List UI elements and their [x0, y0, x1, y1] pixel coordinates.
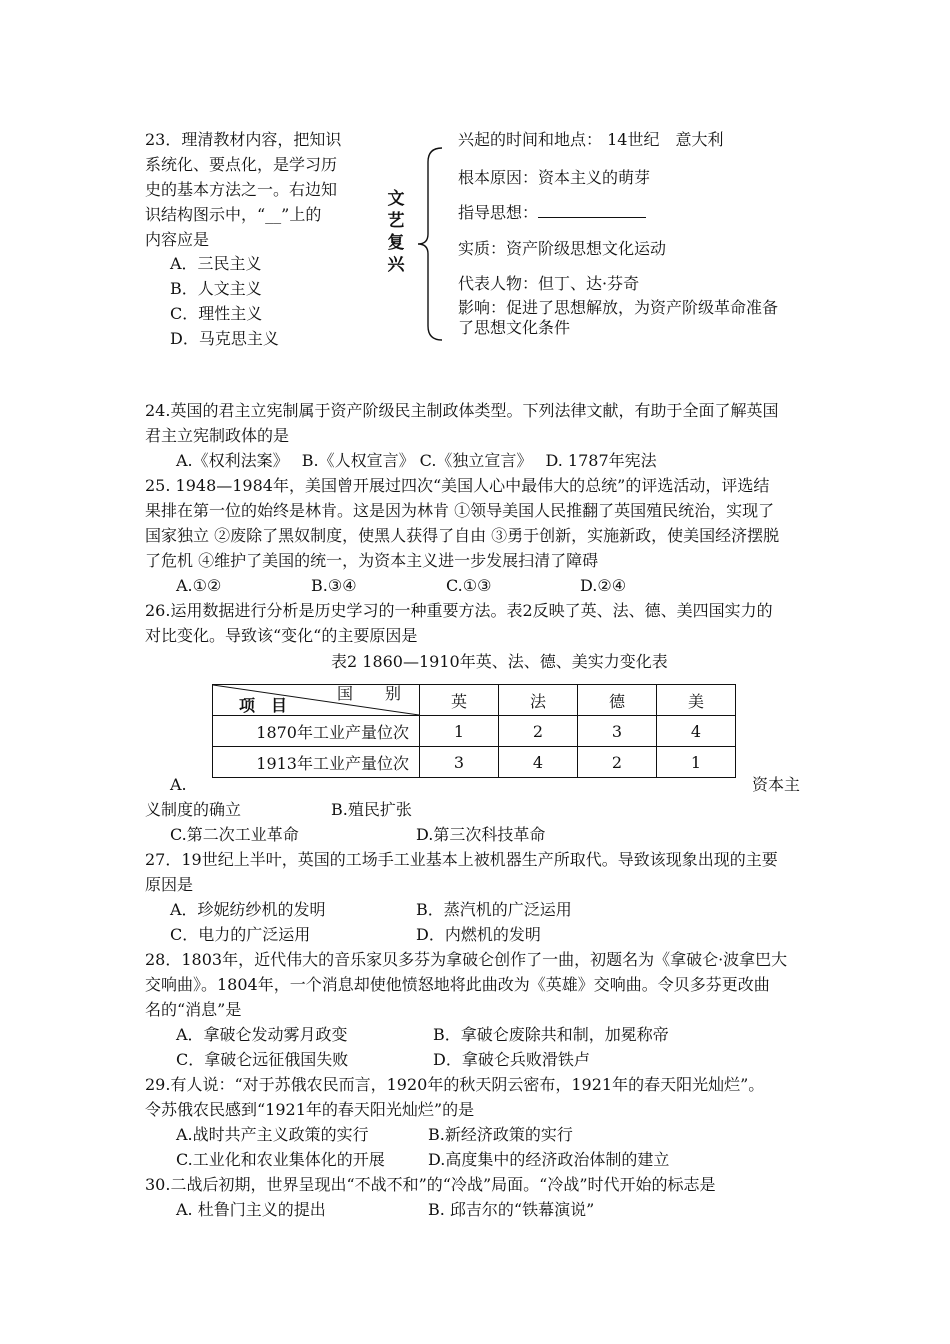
- table-row: [213, 716, 736, 747]
- answer-blank: [538, 203, 646, 218]
- column-header: 美: [657, 685, 736, 716]
- q27-stem-line: 27．19世纪上半叶，英国的工场手工业基本上被机器生产所取代。导致该现象出现的主要: [145, 850, 778, 869]
- q30-option-b[interactable]: B. 邱吉尔的“铁幕演说”: [428, 1200, 595, 1219]
- q26-option-b[interactable]: B.殖民扩张: [331, 800, 412, 819]
- q26-option-a-suffix[interactable]: 资本主: [752, 775, 801, 794]
- column-header: 法: [499, 685, 578, 716]
- q23-stem-line: 系统化、要点化，是学习历: [145, 155, 338, 174]
- q25-option-b[interactable]: B.③④: [311, 576, 357, 595]
- q29-stem-line: 29.有人说：“对于苏俄农民而言，1920年的秋天阴云密布，1921年的春天阳光灿烂”。: [145, 1075, 765, 1094]
- q25-stem-line: 国家独立 ②废除了黑奴制度，使黑人获得了自由 ③勇于创新，实施新政，使美国经济摆脱: [145, 526, 780, 545]
- q28-option-a[interactable]: A．拿破仑发动雾月政变: [176, 1025, 348, 1044]
- guiding-thought-label: 指导思想：: [458, 203, 539, 222]
- q24-stem-line: 君主立宪制政体的是: [145, 426, 290, 445]
- q28-option-d[interactable]: D．拿破仑兵败滑铁卢: [433, 1050, 590, 1069]
- q25-option-d[interactable]: D.②④: [580, 576, 627, 595]
- table-cell: 1: [420, 716, 499, 747]
- q27-option-c[interactable]: C．电力的广泛运用: [170, 925, 311, 944]
- diagram-item-essence: 实质：资产阶级思想文化运动: [458, 239, 667, 258]
- q26-option-a-prefix[interactable]: A.: [170, 775, 187, 794]
- q24-options[interactable]: A.《权利法案》 B.《人权宣言》 C.《独立宣言》 D. 1787年宪法: [176, 451, 657, 470]
- diagram-item-cause: 根本原因：资本主义的萌芽: [458, 168, 651, 187]
- table-cell: 3: [578, 716, 657, 747]
- q23-option-b[interactable]: B．人文主义: [170, 279, 262, 298]
- q23-stem-line: 识结构图示中，“__”上的: [145, 205, 322, 224]
- diagram-item-guiding-thought: [458, 201, 646, 225]
- table-cell: 3: [420, 747, 499, 778]
- corner-top-label: 国 别: [336, 684, 401, 703]
- table-header-row: [213, 685, 736, 716]
- q24-stem-line: 24.英国的君主立宪制属于资产阶级民主制政体类型。下列法律文献，有助于全面了解英国: [145, 401, 779, 420]
- table-cell: 2: [578, 747, 657, 778]
- diagram-item-impact-cont: 了思想文化条件: [458, 318, 571, 337]
- diagram-item-origin: 兴起的时间和地点： 14世纪 意大利: [458, 130, 724, 149]
- row-label: 1870年工业产量位次: [213, 716, 420, 747]
- diagram-item-figures: 代表人物：但丁、达·芬奇: [458, 274, 640, 293]
- column-header: 英: [420, 685, 499, 716]
- table-cell: 1: [657, 747, 736, 778]
- q23-stem-line: 内容应是: [145, 230, 210, 249]
- q29-option-b[interactable]: B.新经济政策的实行: [428, 1125, 573, 1144]
- table-cell: 4: [499, 747, 578, 778]
- q23-option-a[interactable]: A．三民主义: [170, 254, 262, 273]
- table-caption: 表2 1860—1910年英、法、德、美实力变化表: [331, 652, 668, 671]
- q29-option-a[interactable]: A.战时共产主义政策的实行: [176, 1125, 369, 1144]
- q27-option-b[interactable]: B．蒸汽机的广泛运用: [416, 900, 572, 919]
- q27-option-a[interactable]: A．珍妮纺纱机的发明: [170, 900, 326, 919]
- table-cell: 2: [499, 716, 578, 747]
- q28-option-c[interactable]: C．拿破仑远征俄国失败: [176, 1050, 349, 1069]
- curly-brace: [412, 146, 448, 342]
- q29-option-c[interactable]: C.工业化和农业集体化的开展: [176, 1150, 385, 1169]
- q26-stem-line: 对比变化。导致该“变化“的主要原因是: [145, 626, 418, 645]
- table-row: [213, 747, 736, 778]
- q23-option-d[interactable]: D．马克思主义: [170, 329, 279, 348]
- q28-option-b[interactable]: B．拿破仑废除共和制，加冕称帝: [433, 1025, 669, 1044]
- q25-option-c[interactable]: C.①③: [446, 576, 492, 595]
- table-cell: 4: [657, 716, 736, 747]
- q30-stem-line: 30.二战后初期，世界呈现出“不战不和”的“冷战”局面。“冷战”时代开始的标志是: [145, 1175, 716, 1194]
- q23-stem-line: 23．理清教材内容，把知识: [145, 130, 342, 149]
- q27-option-d[interactable]: D．内燃机的发明: [416, 925, 541, 944]
- q26-stem-line: 26.运用数据进行分析是历史学习的一种重要方法。表2反映了英、法、德、美四国实力的: [145, 601, 773, 620]
- q28-stem-line: 28．1803年，近代伟大的音乐家贝多芬为拿破仑创作了一曲，初题名为《拿破仑·波拿巴大: [145, 950, 788, 969]
- q23-option-c[interactable]: C．理性主义: [170, 304, 263, 323]
- diagram-vertical-label: 文艺复兴: [387, 189, 405, 275]
- table-corner-cell: [213, 685, 420, 716]
- row-label: 1913年工业产量位次: [213, 747, 420, 778]
- q25-option-a[interactable]: A.①②: [176, 576, 222, 595]
- q28-stem-line: 交响曲》。1804年，一个消息却使他愤怒地将此曲改为《英雄》交响曲。令贝多芬更改曲: [145, 975, 770, 994]
- q29-option-d[interactable]: D.高度集中的经济政治体制的建立: [428, 1150, 670, 1169]
- q23-stem-line: 史的基本方法之一。右边知: [145, 180, 338, 199]
- q25-stem-line: 了危机 ④维护了美国的统一，为资本主义进一步发展扫清了障碍: [145, 551, 599, 570]
- q25-stem-line: 25. 1948—1984年，美国曾开展过四次“美国人心中最伟大的总统”的评选活动，评选结: [145, 476, 770, 495]
- q26-option-c[interactable]: C.第二次工业革命: [170, 825, 299, 844]
- diagram-item-impact: 影响：促进了思想解放，为资产阶级革命准备: [458, 298, 779, 317]
- corner-bottom-label: 项 目: [239, 696, 288, 715]
- q26-option-a-cont[interactable]: 义制度的确立: [145, 800, 242, 819]
- q27-stem-line: 原因是: [145, 875, 194, 894]
- q30-option-a[interactable]: A. 杜鲁门主义的提出: [176, 1200, 326, 1219]
- q28-stem-line: 名的“消息”是: [145, 1000, 242, 1019]
- column-header: 德: [578, 685, 657, 716]
- q26-option-d[interactable]: D.第三次科技革命: [416, 825, 546, 844]
- q25-stem-line: 果排在第一位的始终是林肯。这是因为林肯 ①领导美国人民推翻了英国殖民统治，实现了: [145, 501, 775, 520]
- data-table: [212, 684, 736, 778]
- q29-stem-line: 令苏俄农民感到“1921年的春天阳光灿烂”的是: [145, 1100, 475, 1119]
